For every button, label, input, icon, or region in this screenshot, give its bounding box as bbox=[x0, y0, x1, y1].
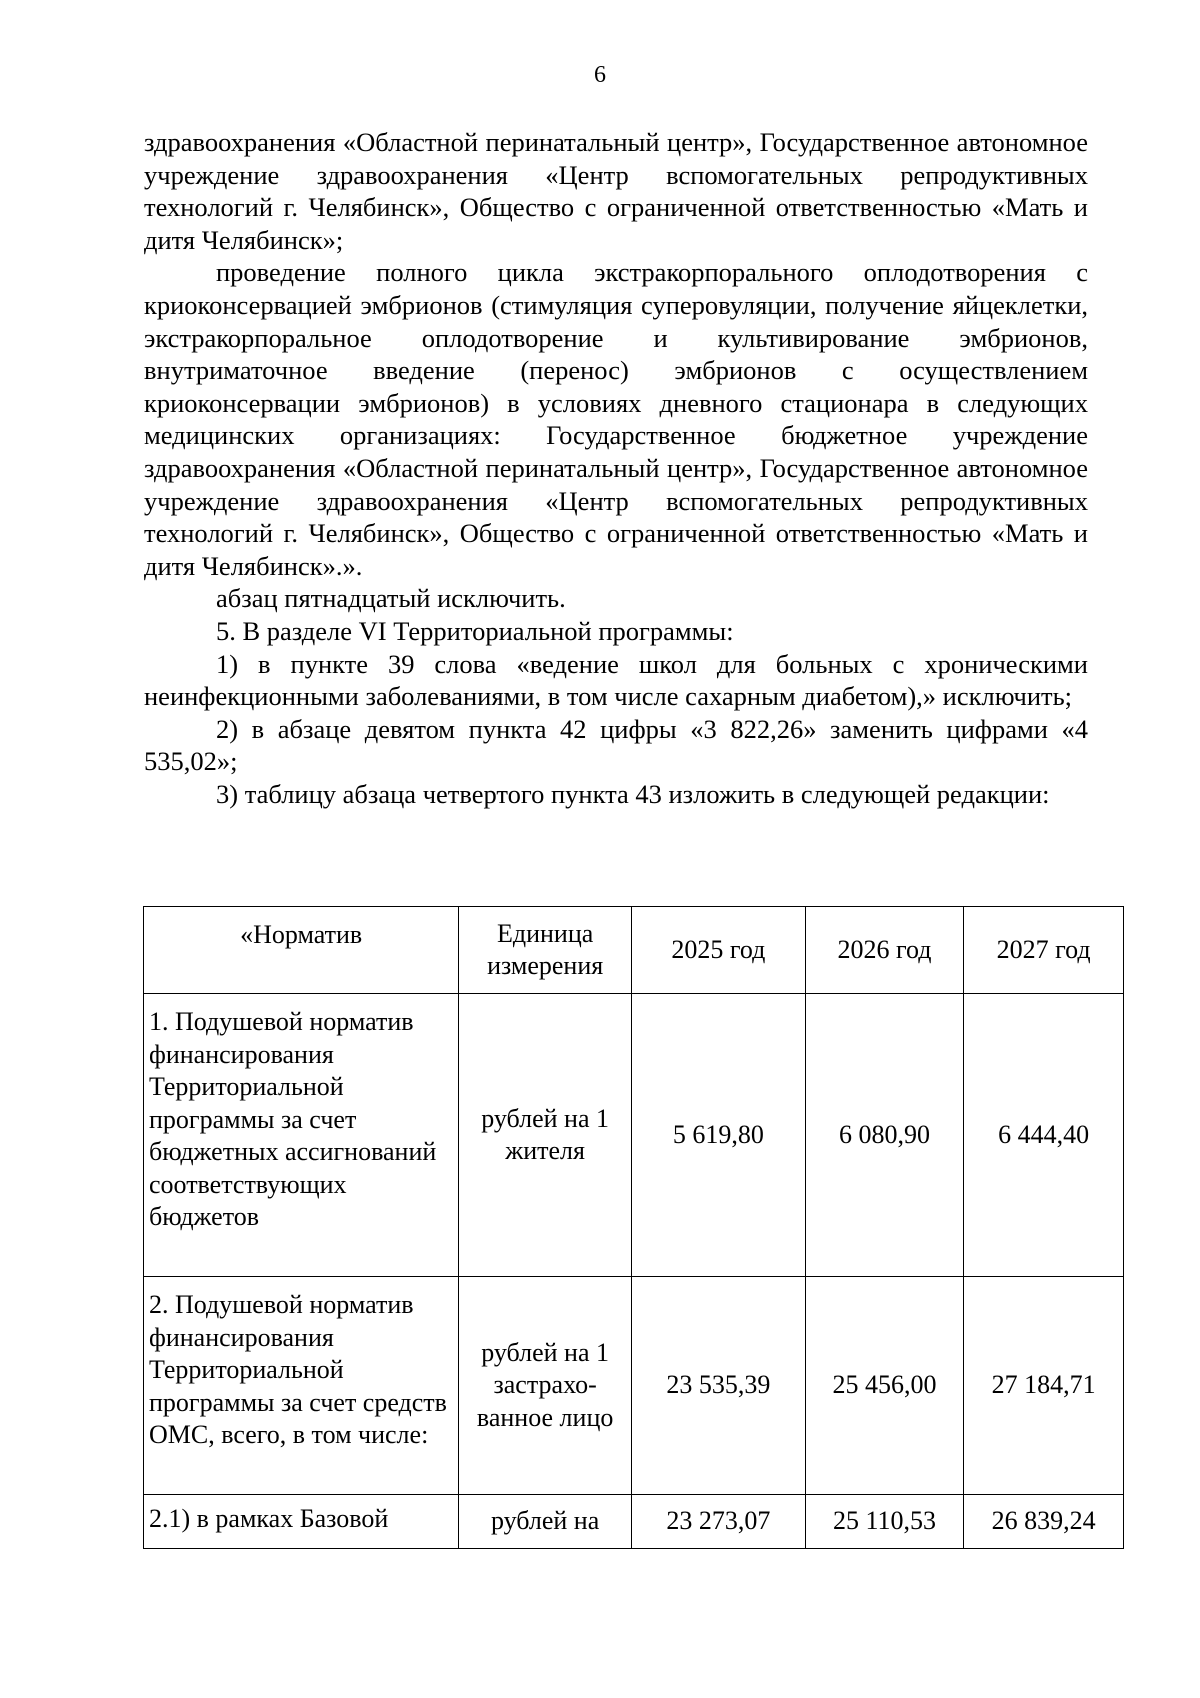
document-body bbox=[144, 126, 1088, 810]
page-number: 6 bbox=[594, 62, 606, 88]
standards-table bbox=[143, 906, 1124, 1549]
paragraph-item-43: 3) таблицу абзаца четвертого пункта 43 изложить в следующей редакции: bbox=[216, 778, 1050, 809]
table-row bbox=[144, 1495, 1124, 1549]
row-3-value-2025: 23 273,07 bbox=[631, 1495, 805, 1549]
row-1-value-2026: 6 080,90 bbox=[805, 994, 964, 1277]
row-2-value-2025: 23 535,39 bbox=[631, 1277, 805, 1495]
header-2026: 2026 год bbox=[805, 907, 964, 994]
table-row bbox=[144, 1277, 1124, 1495]
row-1-name: 1. Подушевой норматив финансирования Территориальной программы за счет бюджетных ассигнований соответствующих бюджетов bbox=[144, 994, 459, 1277]
row-3-unit: рублей на bbox=[459, 1495, 632, 1549]
row-2-unit: рублей на 1 застрахо-ванное лицо bbox=[459, 1277, 632, 1495]
row-2-value-2026: 25 456,00 bbox=[805, 1277, 964, 1495]
row-3-value-2027: 26 839,24 bbox=[964, 1495, 1124, 1549]
header-norm: «Норматив bbox=[144, 907, 459, 994]
paragraph-item-39: 1) в пункте 39 слова «ведение школ для больных с хроническими неинфекционными заболеваниями, в том числе сахарным диабетом),» исключить; bbox=[144, 648, 1088, 712]
row-3-name: 2.1) в рамках Базовой bbox=[144, 1495, 459, 1549]
table-row bbox=[144, 994, 1124, 1277]
header-2027: 2027 год bbox=[964, 907, 1124, 994]
table-header-row bbox=[144, 907, 1124, 994]
paragraph-item-42: 2) в абзаце девятом пункта 42 цифры «3 822,26» заменить цифрами «4 535,02»; bbox=[144, 713, 1088, 777]
paragraph-medical-orgs-continuation: здравоохранения «Областной перинатальный центр», Государственное автономное учреждение здравоохранения «Центр вспомогательных репродуктивных технологий г. Челябинск», Общество с ограниченной ответственностью «Мать и дитя Челябинск»; bbox=[144, 127, 1088, 255]
row-1-value-2027: 6 444,40 bbox=[964, 994, 1124, 1277]
row-2-name: 2. Подушевой норматив финансирования Территориальной программы за счет средств ОМС, всего, в том числе: bbox=[144, 1277, 459, 1495]
paragraph-ivf-cycle: проведение полного цикла экстракорпорального оплодотворения с криоконсервацией эмбрионов (стимуляция суперовуляции, получение яйцеклетки, экстракорпоральное оплодотворение и культивирование эмбрионов, внутриматочное введение (перенос) эмбрионов с осуществлением криоконсервации эмбрионов) в условиях дневного стационара в следующих медицинских организациях: Государственное бюджетное учреждение здравоохранения «Областной перинатальный центр», Государственное автономное учреждение здравоохранения «Центр вспомогательных репродуктивных технологий г. Челябинск», Общество с ограниченной ответственностью «Мать и дитя Челябинск».». bbox=[144, 257, 1088, 581]
row-2-value-2027: 27 184,71 bbox=[964, 1277, 1124, 1495]
paragraph-section-vi: 5. В разделе VI Территориальной программы: bbox=[216, 615, 734, 646]
row-3-value-2026: 25 110,53 bbox=[805, 1495, 964, 1549]
row-1-unit: рублей на 1 жителя bbox=[459, 994, 632, 1277]
header-unit: Единица измерения bbox=[459, 907, 632, 994]
row-1-value-2025: 5 619,80 bbox=[631, 994, 805, 1277]
paragraph-exclude-fifteenth: абзац пятнадцатый исключить. bbox=[216, 583, 566, 614]
header-2025: 2025 год bbox=[631, 907, 805, 994]
